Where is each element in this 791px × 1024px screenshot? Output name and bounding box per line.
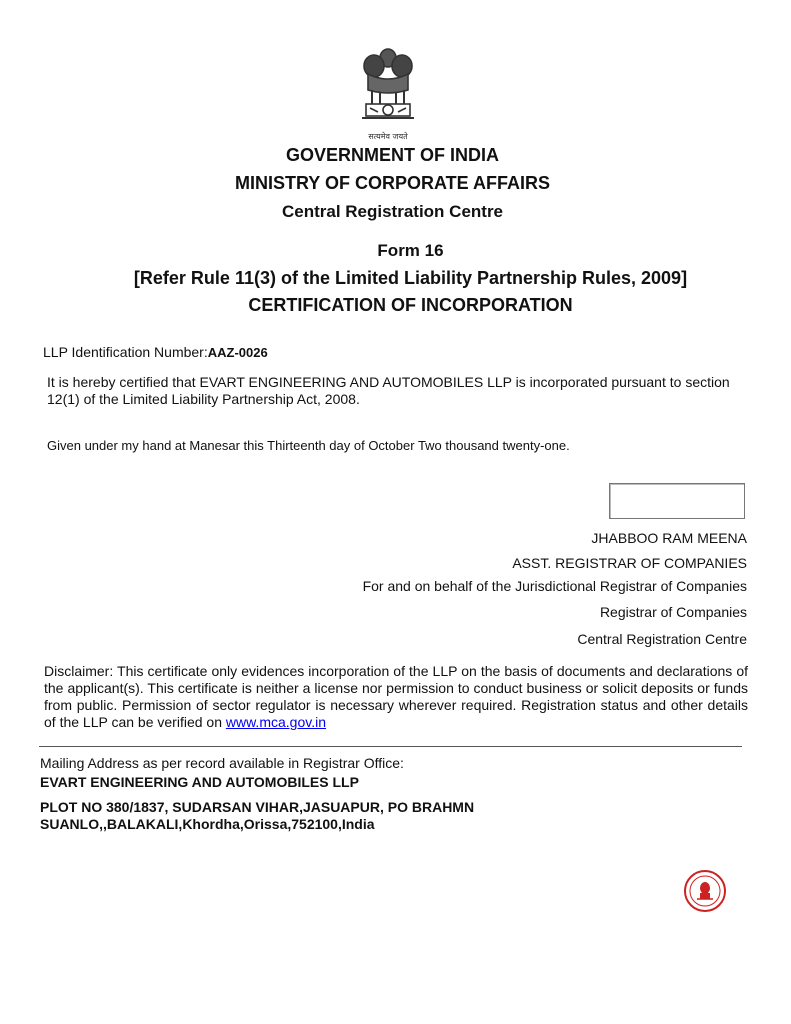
- header-government: GOVERNMENT OF INDIA: [285, 145, 499, 165]
- mailing-address-line2: SUANLO,,BALAKALI,Khordha,Orissa,752100,India: [40, 816, 375, 832]
- certification-text: It is hereby certified that EVART ENGINEERING AND AUTOMOBILES LLP is incorporated pursuant to section 12(1) of the Limited Liability Partnership Act, 2008.: [47, 374, 730, 407]
- llp-id-label: LLP Identification Number:: [43, 344, 208, 360]
- disclaimer: [44, 663, 748, 731]
- mca-website-link[interactable]: www.mca.gov.in: [225, 714, 326, 730]
- national-emblem-icon: [358, 44, 418, 142]
- official-seal-icon: [683, 869, 727, 913]
- emblem-motto: सत्यमेव जयते: [368, 132, 408, 141]
- form-title: CERTIFICATION OF INCORPORATION: [248, 295, 573, 315]
- signatory-name: JHABBOO RAM MEENA: [591, 530, 747, 546]
- disclaimer-text: Disclaimer: This certificate only evidences incorporation of the LLP on the basis of documents and declarations of the applicant(s). This certificate is neither a license nor permission to conduct business or solicit deposits or funds from public. Permission of sector regulator is necessary wherever required. Registration status and other details of the LLP can be verified on: [44, 663, 748, 730]
- header-ministry: MINISTRY OF CORPORATE AFFAIRS: [234, 173, 550, 193]
- signatory-office: Registrar of Companies: [599, 604, 747, 620]
- llp-id-row: [43, 344, 268, 361]
- form-number: Form 16: [377, 241, 444, 260]
- signatory-centre: Central Registration Centre: [577, 631, 747, 647]
- signatory-designation: ASST. REGISTRAR OF COMPANIES: [512, 555, 747, 571]
- llp-id-value: AAZ-0026: [207, 345, 268, 360]
- signatory-on-behalf: For and on behalf of the Jurisdictional Registrar of Companies: [362, 578, 747, 594]
- mailing-address-line1: PLOT NO 380/1837, SUDARSAN VIHAR,JASUAPUR, PO BRAHMN: [40, 799, 475, 815]
- divider-line: [39, 746, 742, 747]
- header-centre: Central Registration Centre: [281, 202, 504, 221]
- mailing-address-label: Mailing Address as per record available in Registrar Office:: [40, 755, 404, 771]
- form-rule-reference: [Refer Rule 11(3) of the Limited Liability Partnership Rules, 2009]: [133, 268, 688, 288]
- given-under-hand-text: Given under my hand at Manesar this Thirteenth day of October Two thousand twenty-one.: [47, 438, 570, 453]
- digital-signature-box: [609, 483, 745, 519]
- mailing-llp-name: EVART ENGINEERING AND AUTOMOBILES LLP: [40, 774, 359, 790]
